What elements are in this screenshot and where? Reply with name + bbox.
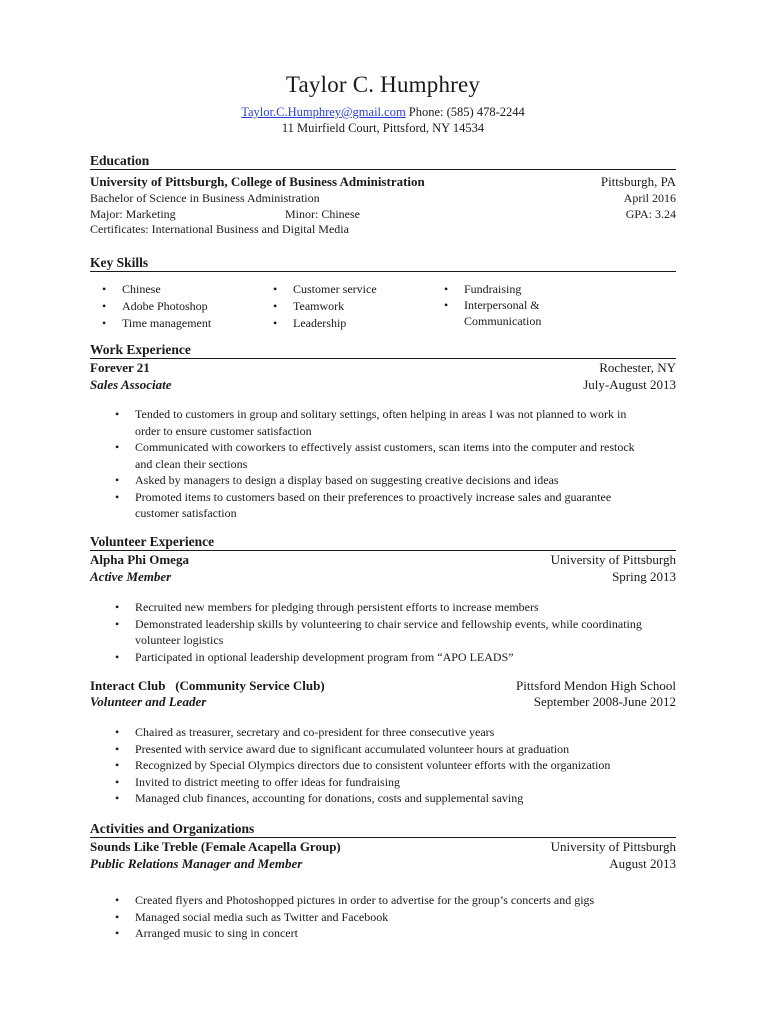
list-item: • Presented with service award due to significant accumulated volunteer hours at graduation — [90, 741, 650, 758]
education-certificates: Certificates: International Business and Digital Media — [90, 222, 349, 236]
activities-bullet-list — [90, 892, 650, 942]
work-location: Rochester, NY — [599, 360, 676, 375]
education-gpa: GPA: 3.24 — [625, 207, 676, 221]
candidate-name: Taylor C. Humphrey — [285, 72, 481, 97]
list-item: • Chaired as treasurer, secretary and co-president for three consecutive years — [90, 724, 650, 741]
education-major-row — [90, 207, 676, 223]
list-item: • Teamwork — [261, 298, 451, 315]
section-title-education: Education — [90, 153, 676, 170]
volunteer-location1: University of Pittsburgh — [550, 552, 676, 567]
volunteer-org1: Alpha Phi Omega — [90, 552, 189, 567]
list-item: • Interpersonal & Communication — [432, 297, 622, 329]
list-item: • Adobe Photoshop — [90, 298, 280, 315]
work-org-row — [90, 360, 676, 376]
education-location: Pittsburgh, PA — [600, 174, 676, 189]
list-item: • Tended to customers in group and solitary settings, often helping in areas I was not planned to work in order to ensure customer satisfaction — [90, 406, 650, 439]
list-item: • Participated in optional leadership development program from “APO LEADS” — [90, 649, 650, 666]
list-item: • Recruited new members for pledging through persistent efforts to increase members — [90, 599, 650, 616]
work-role-row — [90, 377, 676, 393]
section-title-skills: Key Skills — [90, 255, 676, 272]
volunteer-role1: Active Member — [90, 569, 172, 584]
work-bullet-list — [90, 406, 650, 522]
email-link[interactable]: Taylor.C.Humphrey@gmail.com — [241, 105, 406, 119]
education-major: Major: Marketing — [90, 207, 176, 221]
list-item: • Arranged music to sing in concert — [90, 925, 650, 942]
volunteer-location2: Pittsford Mendon High School — [516, 678, 676, 693]
volunteer-date1: Spring 2013 — [612, 569, 676, 584]
activities-org: Sounds Like Treble (Female Acapella Group) — [90, 839, 341, 854]
section-title-work: Work Experience — [90, 342, 676, 359]
volunteer-org1-row — [90, 552, 676, 568]
section-title-activities: Activities and Organizations — [90, 821, 676, 838]
phone-text: Phone: (585) 478-2244 — [408, 105, 525, 119]
list-item: • Created flyers and Photoshopped pictures in order to advertise for the group’s concerts and gigs — [90, 892, 650, 909]
list-item: • Time management — [90, 315, 280, 332]
list-item: • Asked by managers to design a display based on suggesting creative decisions and ideas — [90, 472, 650, 489]
volunteer-role2-row — [90, 694, 676, 710]
skills-column-2 — [261, 281, 451, 332]
volunteer-role2: Volunteer and Leader — [90, 694, 207, 709]
list-item: • Invited to district meeting to offer ideas for fundraising — [90, 774, 650, 791]
skills-column-1 — [90, 281, 280, 332]
activities-org-row — [90, 839, 676, 855]
activities-role: Public Relations Manager and Member — [90, 856, 303, 871]
education-school-row — [90, 174, 676, 190]
skills-column-3 — [432, 281, 622, 329]
work-date: July-August 2013 — [583, 377, 676, 392]
education-minor: Minor: Chinese — [285, 207, 360, 221]
volunteer-bullet-list-1 — [90, 599, 650, 665]
volunteer-org2-row — [90, 678, 676, 694]
list-item: • Promoted items to customers based on their preferences to proactively increase sales and guarantee customer satisfaction — [90, 489, 650, 522]
address-text: 11 Muirfield Court, Pittsford, NY 14534 — [281, 121, 485, 135]
list-item: • Managed club finances, accounting for donations, costs and supplemental saving — [90, 790, 650, 807]
activities-location: University of Pittsburgh — [550, 839, 676, 854]
resume-page — [90, 0, 676, 1024]
education-certificates-row — [90, 222, 676, 238]
work-role: Sales Associate — [90, 377, 172, 392]
activities-role-row — [90, 856, 676, 872]
volunteer-date2: September 2008-June 2012 — [533, 694, 676, 709]
list-item: • Customer service — [261, 281, 451, 298]
list-item: • Fundraising — [432, 281, 622, 297]
education-school: University of Pittsburgh, College of Business Administration — [90, 174, 425, 189]
volunteer-org2: Interact Club (Community Service Club) — [90, 678, 325, 693]
list-item: • Communicated with coworkers to effectively assist customers, scan items into the computer and restock and clean their sections — [90, 439, 650, 472]
list-item: • Managed social media such as Twitter and Facebook — [90, 909, 650, 926]
list-item: • Leadership — [261, 315, 451, 332]
list-item: • Demonstrated leadership skills by volunteering to chair service and fellowship events, while coordinating volunteer logistics — [90, 616, 650, 649]
volunteer-role1-row — [90, 569, 676, 585]
education-degree: Bachelor of Science in Business Administration — [90, 191, 320, 205]
contact-line — [90, 104, 676, 120]
volunteer-bullet-list-2 — [90, 724, 650, 807]
section-title-volunteer: Volunteer Experience — [90, 534, 676, 551]
list-item: • Chinese — [90, 281, 280, 298]
list-item: • Recognized by Special Olympics directors due to consistent volunteer efforts with the organization — [90, 757, 650, 774]
contact-block — [90, 104, 676, 136]
education-date: April 2016 — [623, 191, 676, 205]
education-degree-row — [90, 191, 676, 207]
work-org: Forever 21 — [90, 360, 150, 375]
activities-date: August 2013 — [609, 856, 676, 871]
